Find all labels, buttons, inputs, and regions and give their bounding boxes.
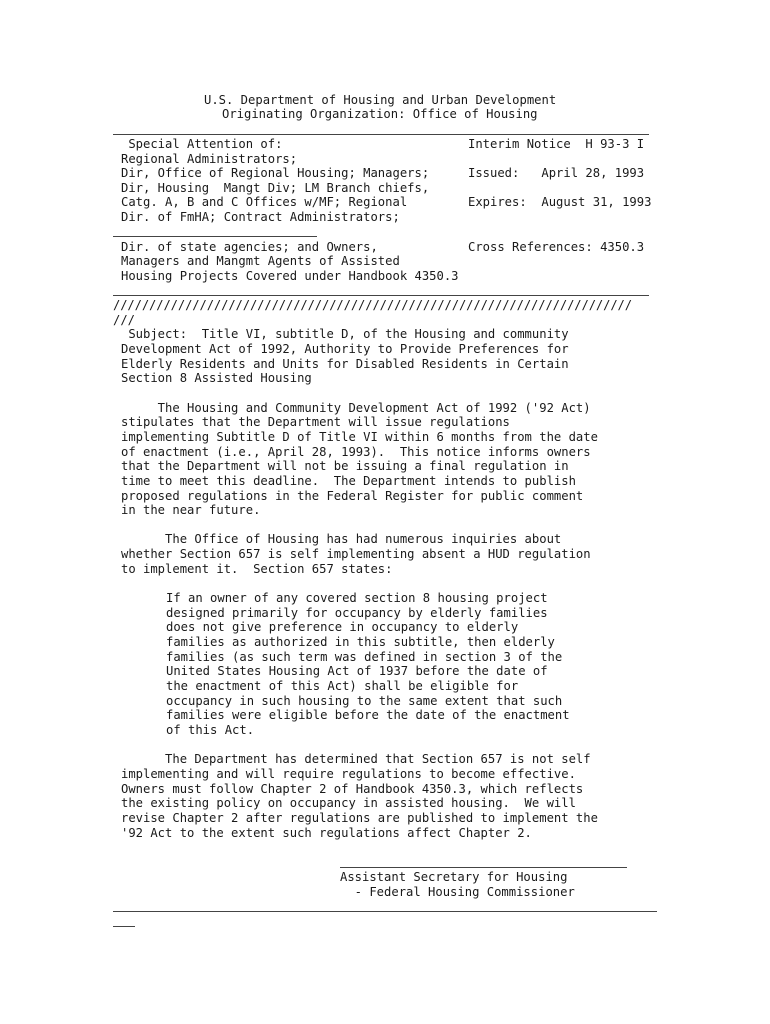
quote-line: families as authorized in this subtitle, then elderly — [166, 635, 555, 649]
subject-line: Section 8 Assisted Housing — [121, 371, 312, 385]
quote-line: occupancy in such housing to the same extent that such — [166, 694, 563, 708]
body-line: of enactment (i.e., April 28, 1993). This notice informs owners — [121, 445, 591, 459]
signature-subtitle: - Federal Housing Commissioner — [340, 885, 575, 899]
body-line: revise Chapter 2 after regulations are published to implement the — [121, 811, 598, 825]
subject-line: Subject: Title VI, subtitle D, of the Housing and community — [121, 327, 569, 341]
quote-line: families (as such term was defined in section 3 of the — [166, 650, 563, 664]
attention-line: Dir, Office of Regional Housing; Managers; — [121, 166, 430, 180]
quote-line: of this Act. — [166, 723, 255, 737]
attention-line: Regional Administrators; — [121, 152, 298, 166]
body-line: the existing policy on occupancy in assisted housing. We will — [121, 796, 576, 810]
attention-line: Managers and Mangmt Agents of Assisted — [121, 254, 400, 268]
body-line: implementing and will require regulations to become effective. — [121, 767, 576, 781]
divider-bottom-tail — [113, 926, 135, 927]
attention-line: Special Attention of: — [121, 137, 283, 151]
signature-line — [340, 867, 627, 868]
signature-title: Assistant Secretary for Housing — [340, 870, 568, 884]
expires-date: Expires: August 31, 1993 — [468, 195, 652, 209]
quote-line: United States Housing Act of 1937 before the date of — [166, 664, 548, 678]
slash-separator: //////////////////////////////////////////////////////////////////////// — [113, 298, 632, 312]
quote-line: designed primarily for occupancy by elderly families — [166, 606, 548, 620]
divider-short — [113, 236, 317, 237]
attention-line: Dir, Housing Mangt Div; LM Branch chiefs, — [121, 181, 430, 195]
body-line: stipulates that the Department will issue regulations — [121, 415, 510, 429]
divider-top — [113, 134, 649, 135]
quote-line: If an owner of any covered section 8 housing project — [166, 591, 548, 605]
body-line: The Department has determined that Section 657 is not self — [121, 752, 591, 766]
subject-line: Development Act of 1992, Authority to Provide Preferences for — [121, 342, 569, 356]
header-agency: U.S. Department of Housing and Urban Development — [204, 93, 557, 107]
body-line: time to meet this deadline. The Department intends to publish — [121, 474, 576, 488]
attention-line: Dir. of state agencies; and Owners, — [121, 240, 378, 254]
body-line: The Housing and Community Development Act of 1992 ('92 Act) — [121, 401, 591, 415]
divider-bottom — [113, 911, 657, 912]
body-line: implementing Subtitle D of Title VI within 6 months from the date — [121, 430, 598, 444]
body-line: Owners must follow Chapter 2 of Handbook 4350.3, which reflects — [121, 782, 584, 796]
body-line: whether Section 657 is self implementing absent a HUD regulation — [121, 547, 591, 561]
issued-date: Issued: April 28, 1993 — [468, 166, 645, 180]
body-line: that the Department will not be issuing a final regulation in — [121, 459, 569, 473]
interim-notice-number: Interim Notice H 93-3 I — [468, 137, 645, 151]
body-line: '92 Act to the extent such regulations affect Chapter 2. — [121, 826, 532, 840]
divider-middle — [113, 295, 649, 296]
attention-line: Housing Projects Covered under Handbook 4350.3 — [121, 269, 459, 283]
attention-line: Catg. A, B and C Offices w/MF; Regional — [121, 195, 408, 209]
quote-line: the enactment of this Act) shall be eligible for — [166, 679, 519, 693]
body-line: in the near future. — [121, 503, 261, 517]
body-line: The Office of Housing has had numerous inquiries about — [121, 532, 562, 546]
slash-separator-tail: /// — [113, 313, 136, 327]
quote-line: families were eligible before the date of the enactment — [166, 708, 570, 722]
header-organization: Originating Organization: Office of Housing — [222, 107, 538, 121]
body-line: to implement it. Section 657 states: — [121, 562, 393, 576]
attention-line: Dir. of FmHA; Contract Administrators; — [121, 210, 400, 224]
subject-line: Elderly Residents and Units for Disabled Residents in Certain — [121, 357, 569, 371]
quote-line: does not give preference in occupancy to elderly — [166, 620, 519, 634]
body-line: proposed regulations in the Federal Register for public comment — [121, 489, 584, 503]
cross-references: Cross References: 4350.3 — [468, 240, 645, 254]
